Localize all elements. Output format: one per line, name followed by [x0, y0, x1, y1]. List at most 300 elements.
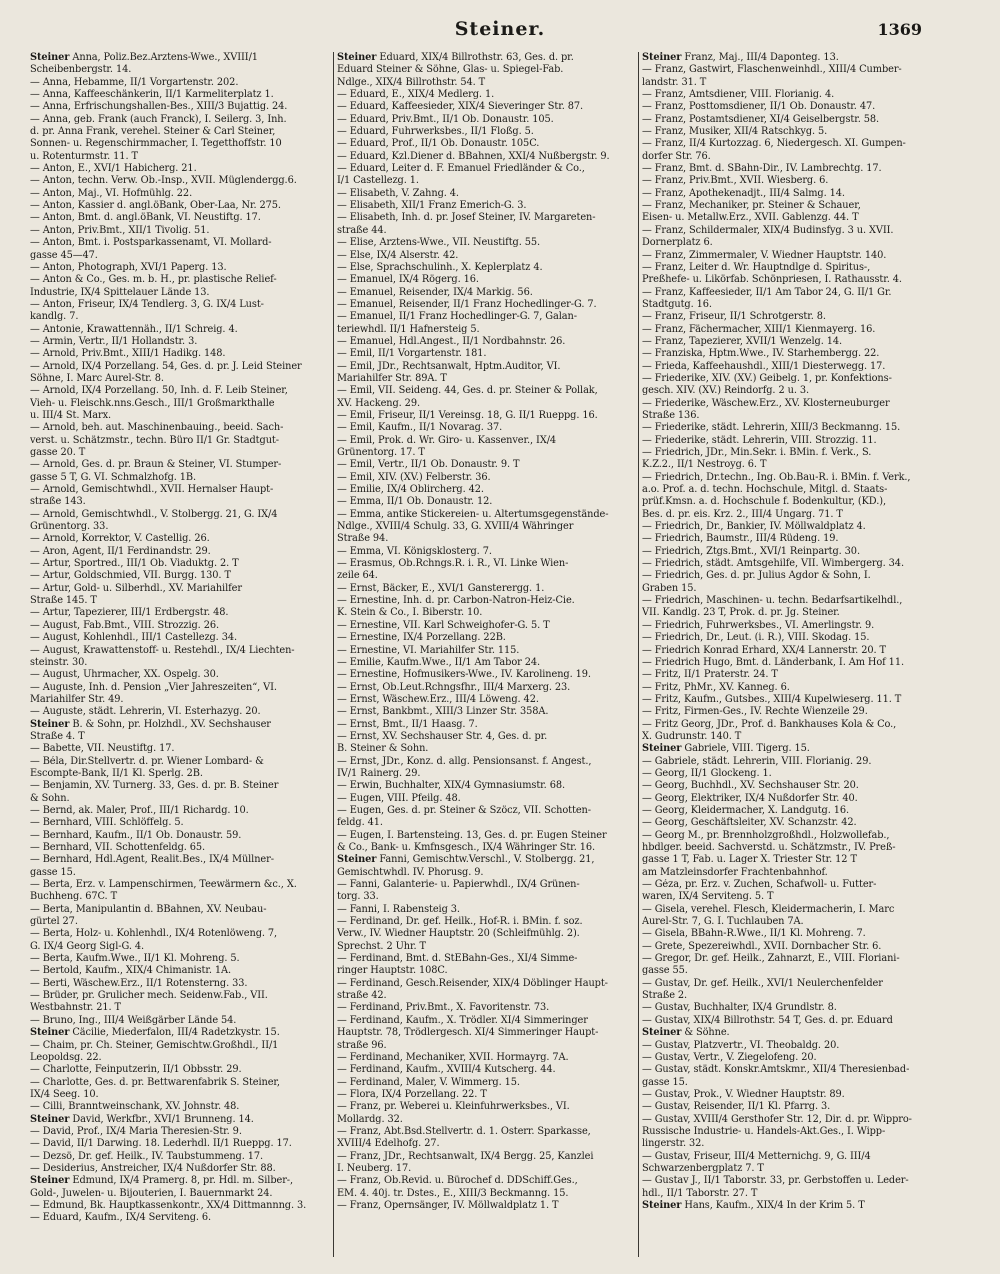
entry-line: — Friedrich Hugo, Bmt. d. Länderbank, I. Am Hof 11.: [642, 656, 904, 668]
entry-line: Mariahilfer Str. 49.: [30, 693, 124, 705]
entry-line: — Arnold, Priv.Bmt., XIII/1 Hadikg. 148.: [30, 348, 226, 360]
column-divider: [333, 52, 334, 1257]
entry-line: — August, Fab.Bmt., VIII. Strozzig. 26.: [30, 619, 219, 631]
entry-line: — Gisela, verehel. Flesch, Kleidermacherin, I. Marc: [642, 903, 895, 915]
entry-line: Steiner Gabriele, VIII. Tigerg. 15.: [642, 743, 810, 755]
entry-line: ringer Hauptstr. 108C.: [337, 965, 448, 977]
entry-line: — Eduard, Prof., II/1 Ob. Donaustr. 105C.: [337, 138, 540, 150]
entry-line: — Emil, JDr., Rechtsanwalt, Hptm.Auditor, VI.: [337, 360, 561, 372]
entry-line: I. Neuberg. 17.: [337, 1162, 412, 1174]
entry-line: Eisen- u. Metallw.Erz., XVII. Gablenzg. 44. T: [642, 212, 859, 224]
entry-line: — Emil, XIV. (XV.) Felberstr. 36.: [337, 471, 491, 483]
page-header: [0, 16, 1000, 46]
entry-line: straße 42.: [337, 990, 387, 1002]
entry-line: — Elise, Arztens-Wwe., VII. Neustiftg. 55.: [337, 237, 541, 249]
entry-line: gasse 1 T, Fab. u. Lager X. Triester Str. 12 T: [642, 854, 857, 866]
entry-line: Vieh- u. Fleischk.nns.Gesch., III/1 Großmarkthalle: [30, 397, 275, 409]
entry-line: gasse 20. T: [30, 447, 86, 458]
entry-line: hdl., II/1 Taborstr. 27. T: [642, 1187, 758, 1199]
entry-line: — Artur, Goldschmied, VII. Burgg. 130. T: [30, 570, 231, 582]
entry-line: — Friedrich, Dr., Leut. (i. R.), VIII. Skodag. 15.: [642, 632, 870, 644]
entry-line: — Emma, antike Stickereien- u. Altertumsgegenstände-: [337, 508, 609, 520]
entry-line: — Fritz, PhMr., XV. Kanneg. 6.: [642, 681, 790, 693]
column-3: [642, 52, 942, 1262]
surname-heading: Steiner: [642, 52, 682, 63]
entry-line: Steiner Eduard, XIX/4 Billrothstr. 63, Ges. d. pr.: [337, 52, 574, 63]
entry-line: — Gustav, Reisender, II/1 Kl. Pfarrg. 3.: [642, 1101, 831, 1113]
entry-line: — Fritz Georg, JDr., Prof. d. Bankhauses Kola & Co.,: [642, 718, 897, 730]
entry-line: — Ferdinand, Gesch.Reisender, XIX/4 Döblinger Haupt-: [337, 977, 608, 989]
entry-line: — Charlotte, Ges. d. pr. Bettwarenfabrik S. Steiner,: [30, 1076, 280, 1088]
entry-line: & Co., Bank- u. Kmfnsgesch., IX/4 Währinger Str. 16.: [337, 842, 596, 853]
entry-line: Steiner David, Werkfbr., XVI/1 Brunneng. 14.: [30, 1113, 254, 1125]
entry-line: — Chaim, pr. Ch. Steiner, Gemischtw.Großhdl., II/1: [30, 1039, 279, 1051]
entry-line: — Franziska, Hptm.Wwe., IV. Starhembergg. 22.: [642, 348, 880, 360]
entry-line: — Franz, Apothekenadjt., III/4 Salmg. 14.: [642, 187, 845, 199]
entry-line: Mariahilfer Str. 89A. T: [337, 372, 447, 384]
entry-line: — Franz, Ob.Revid. u. Bürochef d. DDSchiff.Ges.,: [337, 1175, 578, 1187]
entry-line: — Auguste, städt. Lehrerin, VI. Esterhazyg. 20.: [30, 706, 261, 718]
entry-line: — Franz, Fächermacher, XIII/1 Kienmayerg. 16.: [642, 323, 876, 335]
entry-line: — Fritz, Firmen-Ges., IV. Rechte Wienzeile 29.: [642, 706, 868, 718]
entry-line: — Anton, techn. Verw. Ob.-Insp., XVII. Müglendergg.6.: [30, 175, 297, 187]
entry-line: Stadtgutg. 16.: [642, 298, 712, 310]
entry-line: — Eduard, E., XIX/4 Medlerg. 1.: [337, 89, 495, 101]
entry-line: — Franz, II/4 Kurtozzag. 6, Niedergesch. XI. Gumpen-: [642, 138, 906, 150]
entry-line: VII. Kandlg. 23 T, Prok. d. pr. Jg. Steiner.: [642, 607, 840, 619]
entry-line: feldg. 41.: [337, 817, 383, 829]
entry-line: — Elisabeth, Inh. d. pr. Josef Steiner, IV. Margareten-: [337, 212, 596, 224]
entry-line: — Friedrich, Dr.techn., Ing. Ob.Bau-R. i. BMin. f. Verk.,: [642, 471, 911, 483]
entry-line: — Gisela, BBahn-R.Wwe., II/1 Kl. Mohreng. 7.: [642, 928, 866, 940]
entry-line: — Ferdinand, Kaufm., X. Trödler. XI/4 Simmeringer: [337, 1014, 588, 1026]
entry-line: — Eduard, Priv.Bmt., II/1 Ob. Donaustr. 105.: [337, 113, 554, 125]
entry-line: — Ernst, Bäcker, E., XVI/1 Gansterergg. 1.: [337, 582, 545, 594]
entry-line: — Emil, Prok. d. Wr. Giro- u. Kassenver., IX/4: [337, 434, 557, 446]
entry-line: Steiner Edmund, IX/4 Pramerg. 8, pr. Hdl. m. Silber-,: [30, 1175, 294, 1187]
entry-line: — Emilie, IX/4 Oblircherg. 42.: [337, 484, 484, 496]
entry-line: — Eduard, Kaufm., IX/4 Serviteng. 6.: [30, 1212, 212, 1224]
entry-line: — Franz, Schildermaler, XIX/4 Budinsfyg. 3 u. XVII.: [642, 224, 894, 236]
entry-line: — Bernhard, Kaufm., II/1 Ob. Donaustr. 59.: [30, 829, 242, 841]
entry-line: — Béla, Dir.Stellvertr. d. pr. Wiener Lombard- &: [30, 755, 264, 767]
entry-line: Steiner Hans, Kaufm., XIX/4 In der Krim 5. T: [642, 1199, 865, 1211]
entry-line: Escompte-Bank, II/1 Kl. Sperlg. 2B.: [30, 767, 203, 779]
entry-line: — Emil, II/1 Vorgartenstr. 181.: [337, 348, 487, 360]
entry-line: — Arnold, IX/4 Porzellang. 54, Ges. d. pr. J. Leid Steiner: [30, 360, 302, 372]
entry-line: — Georg, Geschäftsleiter, XV. Schanzstr. 42.: [642, 817, 857, 829]
entry-line: — Desiderius, Anstreicher, IX/4 Nußdorfer Str. 88.: [30, 1162, 276, 1174]
entry-line: — David, Prof., IX/4 Maria Theresien-Str. 9.: [30, 1125, 242, 1137]
entry-line: — Berti, Wäschew.Erz., II/1 Rotensterng. 33.: [30, 977, 248, 989]
entry-line: — Gustav, Vertr., V. Ziegelofeng. 20.: [642, 1051, 817, 1063]
entry-line: — Ernestine, VI. Mariahilfer Str. 115.: [337, 644, 520, 656]
entry-line: — Bernhard, Hdl.Agent, Realit.Bes., IX/4 Müllner-: [30, 854, 274, 866]
entry-line: — Ernestine, IX/4 Porzellang. 22B.: [337, 632, 506, 644]
entry-line: — Franz, Friseur, II/1 Schrotgerstr. 8.: [642, 311, 826, 323]
entry-line: u. III/4 St. Marx.: [30, 409, 112, 421]
entry-line: — Anton, Bmt. i. Postsparkassenamt, VI. Mollard-: [30, 237, 272, 249]
column-2: [337, 52, 637, 1262]
entry-line: hbdlger. beeid. Sachverstd. u. Schätzmstr., IV. Preß-: [642, 842, 896, 853]
entry-line: — Flora, IX/4 Porzellang. 22. T: [337, 1088, 487, 1100]
entry-line: — Friedrich, Ztgs.Bmt., XVI/1 Reinpartg. 30.: [642, 545, 860, 557]
entry-line: Scheibenbergstr. 14.: [30, 64, 132, 76]
entry-line: — Franz, Gastwirt, Flaschenweinhdl., XIII/4 Cumber-: [642, 64, 902, 76]
entry-line: — Friederike, städt. Lehrerin, VIII. Strozzig. 11.: [642, 434, 877, 446]
entry-line: Ndlge., XIX/4 Billrothstr. 54. T: [337, 76, 486, 88]
entry-line: verst. u. Schätzmstr., techn. Büro II/1 Gr. Stadtgut-: [30, 434, 279, 446]
entry-line: a.o. Prof. a. d. techn. Hochschule, Mitgl. d. Staats-: [642, 484, 888, 496]
surname-heading: Steiner: [30, 1113, 70, 1125]
entry-line: — Ernestine, Hofmusikers-Wwe., IV. Karolineng. 19.: [337, 669, 591, 681]
entry-line: — Dezsö, Dr. gef. Heilk., IV. Taubstummeng. 17.: [30, 1150, 264, 1162]
entry-line: — Emil, Kaufm., II/1 Novarag. 37.: [337, 422, 503, 434]
entry-line: — Emil, Friseur, II/1 Vereinsg. 18, G. II/1 Rueppg. 16.: [337, 409, 598, 421]
entry-line: — August, Uhrmacher, XX. Ospelg. 30.: [30, 669, 219, 681]
entry-line: — Anna, geb. Frank (auch Franck), I. Seilerg. 3, Inh.: [30, 113, 287, 125]
entry-line: — Fanni, Galanterie- u. Papierwhdl., IX/4 Grünen-: [337, 879, 580, 891]
entry-line: EM. 4. 40j. tr. Dstes., E., XIII/3 Beckmanng. 15.: [337, 1187, 569, 1199]
entry-line: Hauptstr. 78, Trödlergesch. XI/4 Simmeringer Haupt-: [337, 1027, 599, 1039]
entry-line: — Georg, II/1 Glockeng. 1.: [642, 767, 772, 779]
entry-line: — Emanuel, II/1 Franz Hochedlinger-G. 7, Galan-: [337, 311, 577, 323]
entry-line: Westbahnstr. 21. T: [30, 1002, 121, 1014]
entry-line: — Charlotte, Feinputzerin, II/1 Obbsstr. 29.: [30, 1064, 242, 1076]
entry-line: — Bernd, ak. Maler, Prof., III/1 Richardg. 10.: [30, 804, 249, 816]
entry-line: — Arnold, Korrektor, V. Castellig. 26.: [30, 533, 210, 545]
column-divider: [638, 52, 639, 1257]
entry-line: — Franz, Postamtsdiener, XI/4 Geiselbergstr. 58.: [642, 113, 880, 125]
entry-line: — Anna, Kaffeeschänkerin, II/1 Karmeliterplatz 1.: [30, 89, 274, 101]
entry-line: — Franz, Kaffeesieder, II/1 Am Tabor 24, G. II/1 Gr.: [642, 286, 892, 298]
entry-line: Verw., IV. Wiedner Hauptstr. 20 (Schleifmühlg. 2).: [337, 928, 580, 940]
entry-line: — Ernst, JDr., Konz. d. allg. Pensionsanst. f. Angest.,: [337, 755, 592, 767]
entry-line: u. Rotenturmstr. 11. T: [30, 150, 138, 162]
entry-line: — Eduard, Kzl.Diener d. BBahnen, XXI/4 Nußbergstr. 9.: [337, 150, 610, 162]
entry-line: — Ernestine, Inh. d. pr. Carbon-Natron-Heiz-Cie.: [337, 595, 575, 607]
entry-line: — Grete, Spezereiwhdl., XVII. Dornbacher Str. 6.: [642, 940, 882, 952]
entry-line: X. Gudrunstr. 140. T: [642, 730, 742, 742]
entry-line: — Gustav, Prok., V. Wiedner Hauptstr. 89.: [642, 1088, 845, 1100]
entry-line: — Franz, Musiker, XII/4 Ratschkyg. 5.: [642, 126, 828, 138]
entry-line: G. IX/4 Georg Sigl-G. 4.: [30, 940, 145, 952]
entry-line: gasse 55.: [642, 965, 688, 977]
entry-line: — Eugen, Ges. d. pr. Steiner & Szöcz, VII. Schotten-: [337, 804, 591, 816]
entry-line: — Bruno, Ing., III/4 Weißgärber Lände 54.: [30, 1014, 237, 1026]
entry-line: — Georg, Buchhdl., XV. Sechshauser Str. 20.: [642, 780, 859, 792]
surname-heading: Steiner: [30, 1175, 70, 1187]
entry-line: — Franz, Posttomsdiener, II/1 Ob. Donaustr. 47.: [642, 101, 876, 113]
entry-line: — Ernst, Bmt., II/1 Haasg. 7.: [337, 718, 478, 730]
entry-line: K.Z.2., II/1 Nestroyg. 6. T: [642, 459, 767, 471]
entry-line: — Franz, Amtsdiener, VIII. Florianig. 4.: [642, 89, 835, 101]
entry-line: — Berta, Erz. v. Lampenschirmen, Teewärmern &c., X.: [30, 879, 297, 891]
entry-line: — Arnold, Gemischtwhdl., XVII. Hernalser Haupt-: [30, 484, 274, 496]
entry-line: d. pr. Anna Frank, verehel. Steiner & Carl Steiner,: [30, 126, 276, 138]
entry-line: — Berta, Manipulantin d. BBahnen, XV. Neubau-: [30, 903, 267, 915]
surname-heading: Steiner: [642, 1027, 682, 1039]
entry-line: dorfer Str. 76.: [642, 150, 711, 162]
entry-line: — Gabriele, städt. Lehrerin, VIII. Florianig. 29.: [642, 755, 872, 767]
entry-line: waren, IX/4 Serviteng. 5. T: [642, 891, 774, 903]
entry-line: — Franz, Abt.Bsd.Stellvertr. d. 1. Österr. Sparkasse,: [337, 1125, 591, 1137]
entry-line: — Artur, Gold- u. Silberhdl., XV. Mariahilfer: [30, 582, 242, 594]
entry-line: — Anton & Co., Ges. m. b. H., pr. plastische Relief-: [30, 274, 277, 286]
entry-line: — Friederike, Wäschew.Erz., XV. Klosterneuburger: [642, 397, 890, 409]
entry-line: Steiner & Söhne.: [642, 1027, 730, 1039]
entry-line: — Brüder, pr. Grulicher mech. Seidenw.Fab., VII.: [30, 990, 268, 1002]
entry-line: — Edmund, Bk. Hauptkassenkontr., XX/4 Dittmannng. 3.: [30, 1199, 307, 1211]
entry-line: — Eduard, Fuhrwerksbes., II/1 Floßg. 5.: [337, 126, 534, 138]
running-title: Steiner.: [454, 18, 546, 40]
entry-line: IV/1 Rainerg. 29.: [337, 767, 421, 779]
entry-line: — Friedrich, Fuhrwerksbes., VI. Amerlingstr. 9.: [642, 619, 875, 631]
entry-line: — Géza, pr. Erz. v. Zuchen, Schafwoll- u. Futter-: [642, 879, 877, 891]
entry-line: — Ernst, XV. Sechshauser Str. 4, Ges. d. pr.: [337, 730, 548, 742]
entry-line: — Eugen, VIII. Pfeilg. 48.: [337, 792, 461, 804]
entry-line: — Gustav, Friseur, III/4 Metternichg. 9, G. III/4: [642, 1150, 871, 1162]
entry-line: zeile 64.: [337, 570, 378, 582]
entry-line: — David, II/1 Darwing. 18. Lederhdl. II/1 Rueppg. 17.: [30, 1138, 292, 1150]
entry-line: — Emanuel, Hdl.Angest., II/1 Nordbahnstr. 26.: [337, 335, 566, 347]
entry-line: — August, Kohlenhdl., III/1 Castellezg. 34.: [30, 632, 237, 644]
entry-line: — Anton, Kassier d. angl.öBank, Ober-Laa, Nr. 275.: [30, 200, 281, 212]
entry-line: — Friedrich, JDr., Min.Sekr. i. BMin. f. Verk., S.: [642, 447, 872, 458]
entry-line: — Franz, Priv.Bmt., XVII. Wiesberg. 6.: [642, 175, 829, 187]
entry-line: — Bernhard, VII. Schottenfeldg. 65.: [30, 842, 206, 853]
entry-line: — Ernestine, VII. Karl Schweighofer-G. 5. T: [337, 619, 550, 631]
entry-line: am Matzleinsdorfer Frachtenbahnhof.: [642, 866, 828, 878]
entry-line: — Gustav, städt. Konskr.Amtskmr., XII/4 Theresienbad-: [642, 1064, 910, 1076]
entry-line: Straße 136.: [642, 409, 700, 421]
entry-line: gesch. XIV. (XV.) Reindorfg. 2 u. 3.: [642, 385, 809, 397]
entry-line: Industrie, IX/4 Spittelauer Lände 13.: [30, 286, 210, 298]
entry-line: Buchheng. 67C. T: [30, 891, 117, 903]
entry-line: XVIII/4 Edelhofg. 27.: [337, 1138, 440, 1150]
entry-line: — Auguste, Inh. d. Pension „Vier Jahreszeiten“, VI.: [30, 681, 277, 693]
entry-line: — Friedrich Konrad Erhard, XX/4 Lannerstr. 20. T: [642, 644, 886, 656]
entry-line: — Emil, VII. Seideng. 44, Ges. d. pr. Steiner & Pollak,: [337, 385, 598, 397]
entry-line: Straße 94.: [337, 533, 389, 545]
entry-line: Sprechst. 2 Uhr. T: [337, 940, 426, 952]
entry-line: — Emanuel, Reisender, IX/4 Markig. 56.: [337, 286, 533, 298]
entry-line: — Franz, JDr., Rechtsanwalt, IX/4 Bergg. 25, Kanzlei: [337, 1150, 594, 1162]
entry-line: — Emma, II/1 Ob. Donaustr. 12.: [337, 496, 493, 508]
entry-line: — Ferdinand, Dr. gef. Heilk., Hof-R. i. BMin. f. soz.: [337, 916, 583, 928]
entry-line: — Anton, E., XVI/1 Habicherg. 21.: [30, 163, 197, 175]
entry-line: — Gustav, XVIII/4 Gersthofer Str. 12, Dir. d. pr. Wippro-: [642, 1113, 912, 1125]
entry-line: — Emanuel, Reisender, II/1 Franz Hochedlinger-G. 7.: [337, 298, 597, 310]
entry-line: Steiner Franz, Maj., III/4 Daponteg. 13.: [642, 52, 839, 63]
entry-line: — Georg M., pr. Brennholzgroßhdl., Holzwollefab.,: [642, 829, 890, 841]
entry-line: prüf.Kmsn. a. d. Hochschule f. Bodenkultur, (KD.),: [642, 496, 886, 508]
entry-line: Steiner Fanni, Gemischtw.Verschl., V. Stolbergg. 21,: [337, 854, 595, 866]
entry-line: straße 44.: [337, 224, 387, 236]
entry-line: — Fanni, I. Rabensteig 3.: [337, 903, 460, 915]
entry-line: — Else, IX/4 Alserstr. 42.: [337, 249, 459, 261]
entry-line: — Benjamin, XV. Turnerg. 33, Ges. d. pr. B. Steiner: [30, 780, 279, 792]
entry-line: Söhne, I. Marc Aurel-Str. 8.: [30, 372, 164, 384]
entry-line: — Gregor, Dr. gef. Heilk., Zahnarzt, E., VIII. Floriani-: [642, 953, 900, 965]
entry-line: B. Steiner & Sohn.: [337, 743, 429, 755]
entry-line: — Georg, Elektriker, IX/4 Nußdorfer Str. 40.: [642, 792, 858, 804]
entry-line: Steiner Cäcilie, Miederfalon, III/4 Radetzkystr. 15.: [30, 1027, 280, 1039]
entry-line: Preßhefe- u. Likörfab. Schönpriesen, I. Rathausstr. 4.: [642, 274, 902, 286]
entry-line: — Emma, VI. Königsklosterg. 7.: [337, 545, 492, 557]
entry-line: — Arnold, Ges. d. pr. Braun & Steiner, VI. Stumper-: [30, 459, 282, 471]
entry-line: — Ferdinand, Kaufm., XVIII/4 Kutscherg. 44.: [337, 1064, 556, 1076]
entry-line: — Gustav, XIX/4 Billrothstr. 54 T, Ges. d. pr. Eduard: [642, 1014, 893, 1026]
entry-line: Ndlge., XVIII/4 Schulg. 33, G. XVIII/4 Währinger: [337, 521, 574, 533]
entry-line: — Emanuel, IX/4 Rögerg. 16.: [337, 274, 479, 286]
entry-line: — Eduard, Kaffeesieder, XIX/4 Sieveringer Str. 87.: [337, 101, 584, 113]
entry-line: Steiner B. & Sohn, pr. Holzhdl., XV. Sechshauser: [30, 718, 271, 730]
entry-line: Grünentorg. 17. T: [337, 447, 425, 458]
entry-line: landstr. 31. T: [642, 76, 707, 88]
entry-line: — Emilie, Kaufm.Wwe., II/1 Am Tabor 24.: [337, 656, 541, 668]
entry-line: — Artur, Tapezierer, III/1 Erdbergstr. 48.: [30, 607, 229, 619]
entry-line: — Ferdinand, Bmt. d. StEBahn-Ges., XI/4 Simme-: [337, 953, 578, 965]
entry-line: — Erwin, Buchhalter, XIX/4 Gymnasiumstr. 68.: [337, 780, 565, 792]
entry-line: — Else, Sprachschulinh., X. Keplerplatz 4.: [337, 261, 543, 273]
surname-heading: Steiner: [337, 52, 377, 63]
entry-line: — Fritz, Kaufm., Gutsbes., XIII/4 Kupelwieserg. 11. T: [642, 693, 902, 705]
entry-line: — Franz, Leiter d. Wr. Hauptndlge d. Spiritus-,: [642, 261, 871, 273]
entry-line: torg. 33.: [337, 891, 379, 903]
entry-line: teriewhdl. II/1 Hafnersteig 5.: [337, 323, 480, 335]
entry-line: Aurel-Str. 7, G. I. Tuchlauben 7A.: [642, 916, 804, 928]
entry-line: — Franz, Mechaniker, pr. Steiner & Schauer,: [642, 200, 861, 212]
entry-line: — Franz, Opernsänger, IV. Möllwaldplatz 1. T: [337, 1199, 559, 1211]
entry-line: — Fritz, II/1 Praterstr. 24. T: [642, 669, 778, 681]
entry-line: — Ferdinand, Maler, V. Wimmerg. 15.: [337, 1076, 520, 1088]
entry-line: — Gustav, Dr. gef. Heilk., XVI/1 Neulerchenfelder: [642, 977, 883, 989]
entry-line: — Franz, Bmt. d. SBahn-Dir., IV. Lambrechtg. 17.: [642, 163, 882, 175]
entry-line: — Aron, Agent, II/1 Ferdinandstr. 29.: [30, 545, 211, 557]
surname-heading: Steiner: [642, 1199, 682, 1211]
entry-line: — Georg, Kleidermacher, X. Landgutg. 16.: [642, 804, 850, 816]
entry-line: Gemischtwhdl. IV. Phorusg. 9.: [337, 866, 484, 878]
column-1: [30, 52, 330, 1262]
entry-line: — Anton, Maj., VI. Hofmühlg. 22.: [30, 187, 193, 199]
entry-line: Leopoldsg. 22.: [30, 1051, 102, 1063]
entry-line: Russische Industrie- u. Handels-Akt.Ges., I. Wipp-: [642, 1125, 886, 1137]
entry-line: — Emil, Vertr., II/1 Ob. Donaustr. 9. T: [337, 459, 520, 471]
entry-line: gasse 15.: [30, 866, 76, 878]
entry-line: — Franz, Zimmermaler, V. Wiedner Hauptstr. 140.: [642, 249, 887, 261]
surname-heading: Steiner: [337, 854, 377, 866]
entry-line: — Ferdinand, Priv.Bmt., X. Favoritenstr. 73.: [337, 1002, 550, 1014]
entry-line: Sonnen- u. Regenschirmmacher, I. Tegetthoffstr. 10: [30, 138, 282, 150]
entry-line: — Ernst, Wäschew.Erz., III/4 Löweng. 42.: [337, 693, 539, 705]
entry-line: — Gustav J., II/1 Taborstr. 33, pr. Gerbstoffen u. Leder-: [642, 1175, 909, 1187]
entry-line: Grünentorg. 33.: [30, 521, 109, 533]
entry-line: gürtel 27.: [30, 916, 78, 928]
surname-heading: Steiner: [642, 743, 682, 755]
entry-line: — August, Krawattenstoff- u. Restehdl., IX/4 Liechten-: [30, 644, 295, 656]
entry-line: — Franz, Tapezierer, XVII/1 Wenzelg. 14.: [642, 335, 843, 347]
entry-line: Straße 4. T: [30, 730, 85, 742]
entry-line: — Arnold, beh. aut. Maschinenbauing., beeid. Sach-: [30, 422, 284, 434]
entry-line: — Anna, Hebamme, II/1 Vorgartenstr. 202.: [30, 76, 239, 88]
entry-line: Schwarzenbergplatz 7. T: [642, 1162, 764, 1174]
entry-line: — Elisabeth, V. Zahng. 4.: [337, 187, 459, 199]
entry-line: — Elisabeth, XII/1 Franz Emerich-G. 3.: [337, 200, 527, 212]
entry-line: — Friedrich, Maschinen- u. techn. Bedarfsartikelhdl.,: [642, 595, 903, 607]
entry-line: — Anton, Bmt. d. angl.öBank, VI. Neustiftg. 17.: [30, 212, 261, 224]
entry-line: — Babette, VII. Neustiftg. 17.: [30, 743, 175, 755]
entry-line: gasse 5 T, G. VI. Schmalzhofg. 1B.: [30, 471, 197, 483]
entry-line: — Ferdinand, Mechaniker, XVII. Hormayrg. 7A.: [337, 1051, 569, 1063]
entry-line: — Ernst, Ob.Leut.Rchngsfhr., III/4 Marxerg. 23.: [337, 681, 571, 693]
entry-line: lingerstr. 32.: [642, 1138, 705, 1150]
entry-line: — Friedrich, Baumstr., III/4 Rüdeng. 19.: [642, 533, 839, 545]
entry-line: — Friedrich, städt. Amtsgehilfe, VII. Wimbergerg. 34.: [642, 558, 904, 570]
entry-line: — Berta, Kaufm.Wwe., II/1 Kl. Mohreng. 5.: [30, 953, 240, 965]
entry-line: — Eduard, Leiter d. F. Emanuel Friedländer & Co.,: [337, 163, 585, 175]
entry-line: steinstr. 30.: [30, 656, 88, 668]
entry-line: — Friedrich, Dr., Bankier, IV. Möllwaldplatz 4.: [642, 521, 866, 533]
entry-line: — Anton, Friseur, IX/4 Tendlerg. 3, G. IX/4 Lust-: [30, 298, 264, 310]
entry-line: — Erasmus, Ob.Rchngs.R. i. R., VI. Linke Wien-: [337, 558, 569, 570]
entry-line: — Friederike, XIV. (XV.) Geibelg. 1, pr. Konfektions-: [642, 372, 892, 384]
entry-line: Straße 2.: [642, 990, 688, 1002]
entry-line: Steiner Anna, Poliz.Bez.Arztens-Wwe., XVIII/1: [30, 52, 258, 63]
entry-line: — Bernhard, VIII. Schlöffelg. 5.: [30, 817, 184, 829]
entry-line: — Friedrich, Ges. d. pr. Julius Agdor & Sohn, I.: [642, 570, 871, 582]
page-number: 1369: [877, 20, 922, 39]
surname-heading: Steiner: [30, 52, 70, 63]
entry-line: — Gustav, Buchhalter, IX/4 Grundlstr. 8.: [642, 1002, 837, 1014]
entry-line: straße 96.: [337, 1039, 387, 1051]
entry-line: — Armin, Vertr., II/1 Hollandstr. 3.: [30, 335, 198, 347]
entry-line: — Ernst, Bankbmt., XIII/3 Linzer Str. 358A.: [337, 706, 549, 718]
entry-line: Dornerplatz 6.: [642, 237, 713, 249]
entry-line: — Antonie, Krawattennäh., II/1 Schreig. 4.: [30, 323, 238, 335]
entry-line: — Arnold, Gemischtwhdl., V. Stolbergg. 21, G. IX/4: [30, 508, 278, 520]
entry-line: — Bertold, Kaufm., XIX/4 Chimanistr. 1A.: [30, 965, 231, 977]
entry-line: & Sohn.: [30, 792, 70, 804]
entry-line: Straße 145. T: [30, 595, 97, 607]
entry-line: Mollardg. 32.: [337, 1113, 403, 1125]
entry-line: — Frieda, Kaffeehaushdl., XIII/1 Diesterwegg. 17.: [642, 360, 886, 372]
entry-line: Bes. d. pr. eis. Krz. 2., III/4 Ungarg. 71. T: [642, 508, 843, 520]
entry-line: gasse 15.: [642, 1076, 688, 1088]
entry-line: Graben 15.: [642, 582, 697, 594]
entry-line: XV. Hackeng. 29.: [337, 397, 420, 409]
entry-line: — Friederike, städt. Lehrerin, XIII/3 Beckmanng. 15.: [642, 422, 901, 434]
entry-line: — Berta, Holz- u. Kohlenhdl., IX/4 Rotenlöweng. 7,: [30, 928, 278, 940]
entry-line: — Gustav, Platzvertr., VI. Theobaldg. 20.: [642, 1039, 840, 1051]
entry-line: — Anna, Erfrischungshallen-Bes., XIII/3 Bujattig. 24.: [30, 101, 288, 113]
entry-line: Eduard Steiner & Söhne, Glas- u. Spiegel-Fab.: [337, 64, 564, 76]
entry-line: — Cilli, Branntweinschank, XV. Johnstr. 48.: [30, 1101, 240, 1113]
entry-line: Gold-, Juwelen- u. Bijouterien, I. Bauernmarkt 24.: [30, 1187, 273, 1199]
surname-heading: Steiner: [30, 1027, 70, 1039]
entry-line: K. Stein & Co., I. Biberstr. 10.: [337, 607, 483, 619]
entry-line: kandlg. 7.: [30, 311, 79, 323]
entry-line: straße 143.: [30, 496, 86, 508]
entry-line: — Artur, Sportred., III/1 Ob. Viaduktg. 2. T: [30, 558, 239, 570]
entry-line: — Eugen, I. Bartensteing. 13, Ges. d. pr. Eugen Steiner: [337, 829, 607, 841]
surname-heading: Steiner: [30, 718, 70, 730]
entry-line: — Anton, Priv.Bmt., XII/1 Tivolig. 51.: [30, 224, 210, 236]
entry-line: — Anton, Photograph, XVI/1 Paperg. 13.: [30, 261, 227, 273]
entry-line: — Arnold, IX/4 Porzellang. 50, Inh. d. F. Leib Steiner,: [30, 385, 288, 397]
entry-line: — Franz, pr. Weberei u. Kleinfuhrwerksbes., VI.: [337, 1101, 570, 1113]
entry-line: IX/4 Seeg. 10.: [30, 1088, 99, 1100]
